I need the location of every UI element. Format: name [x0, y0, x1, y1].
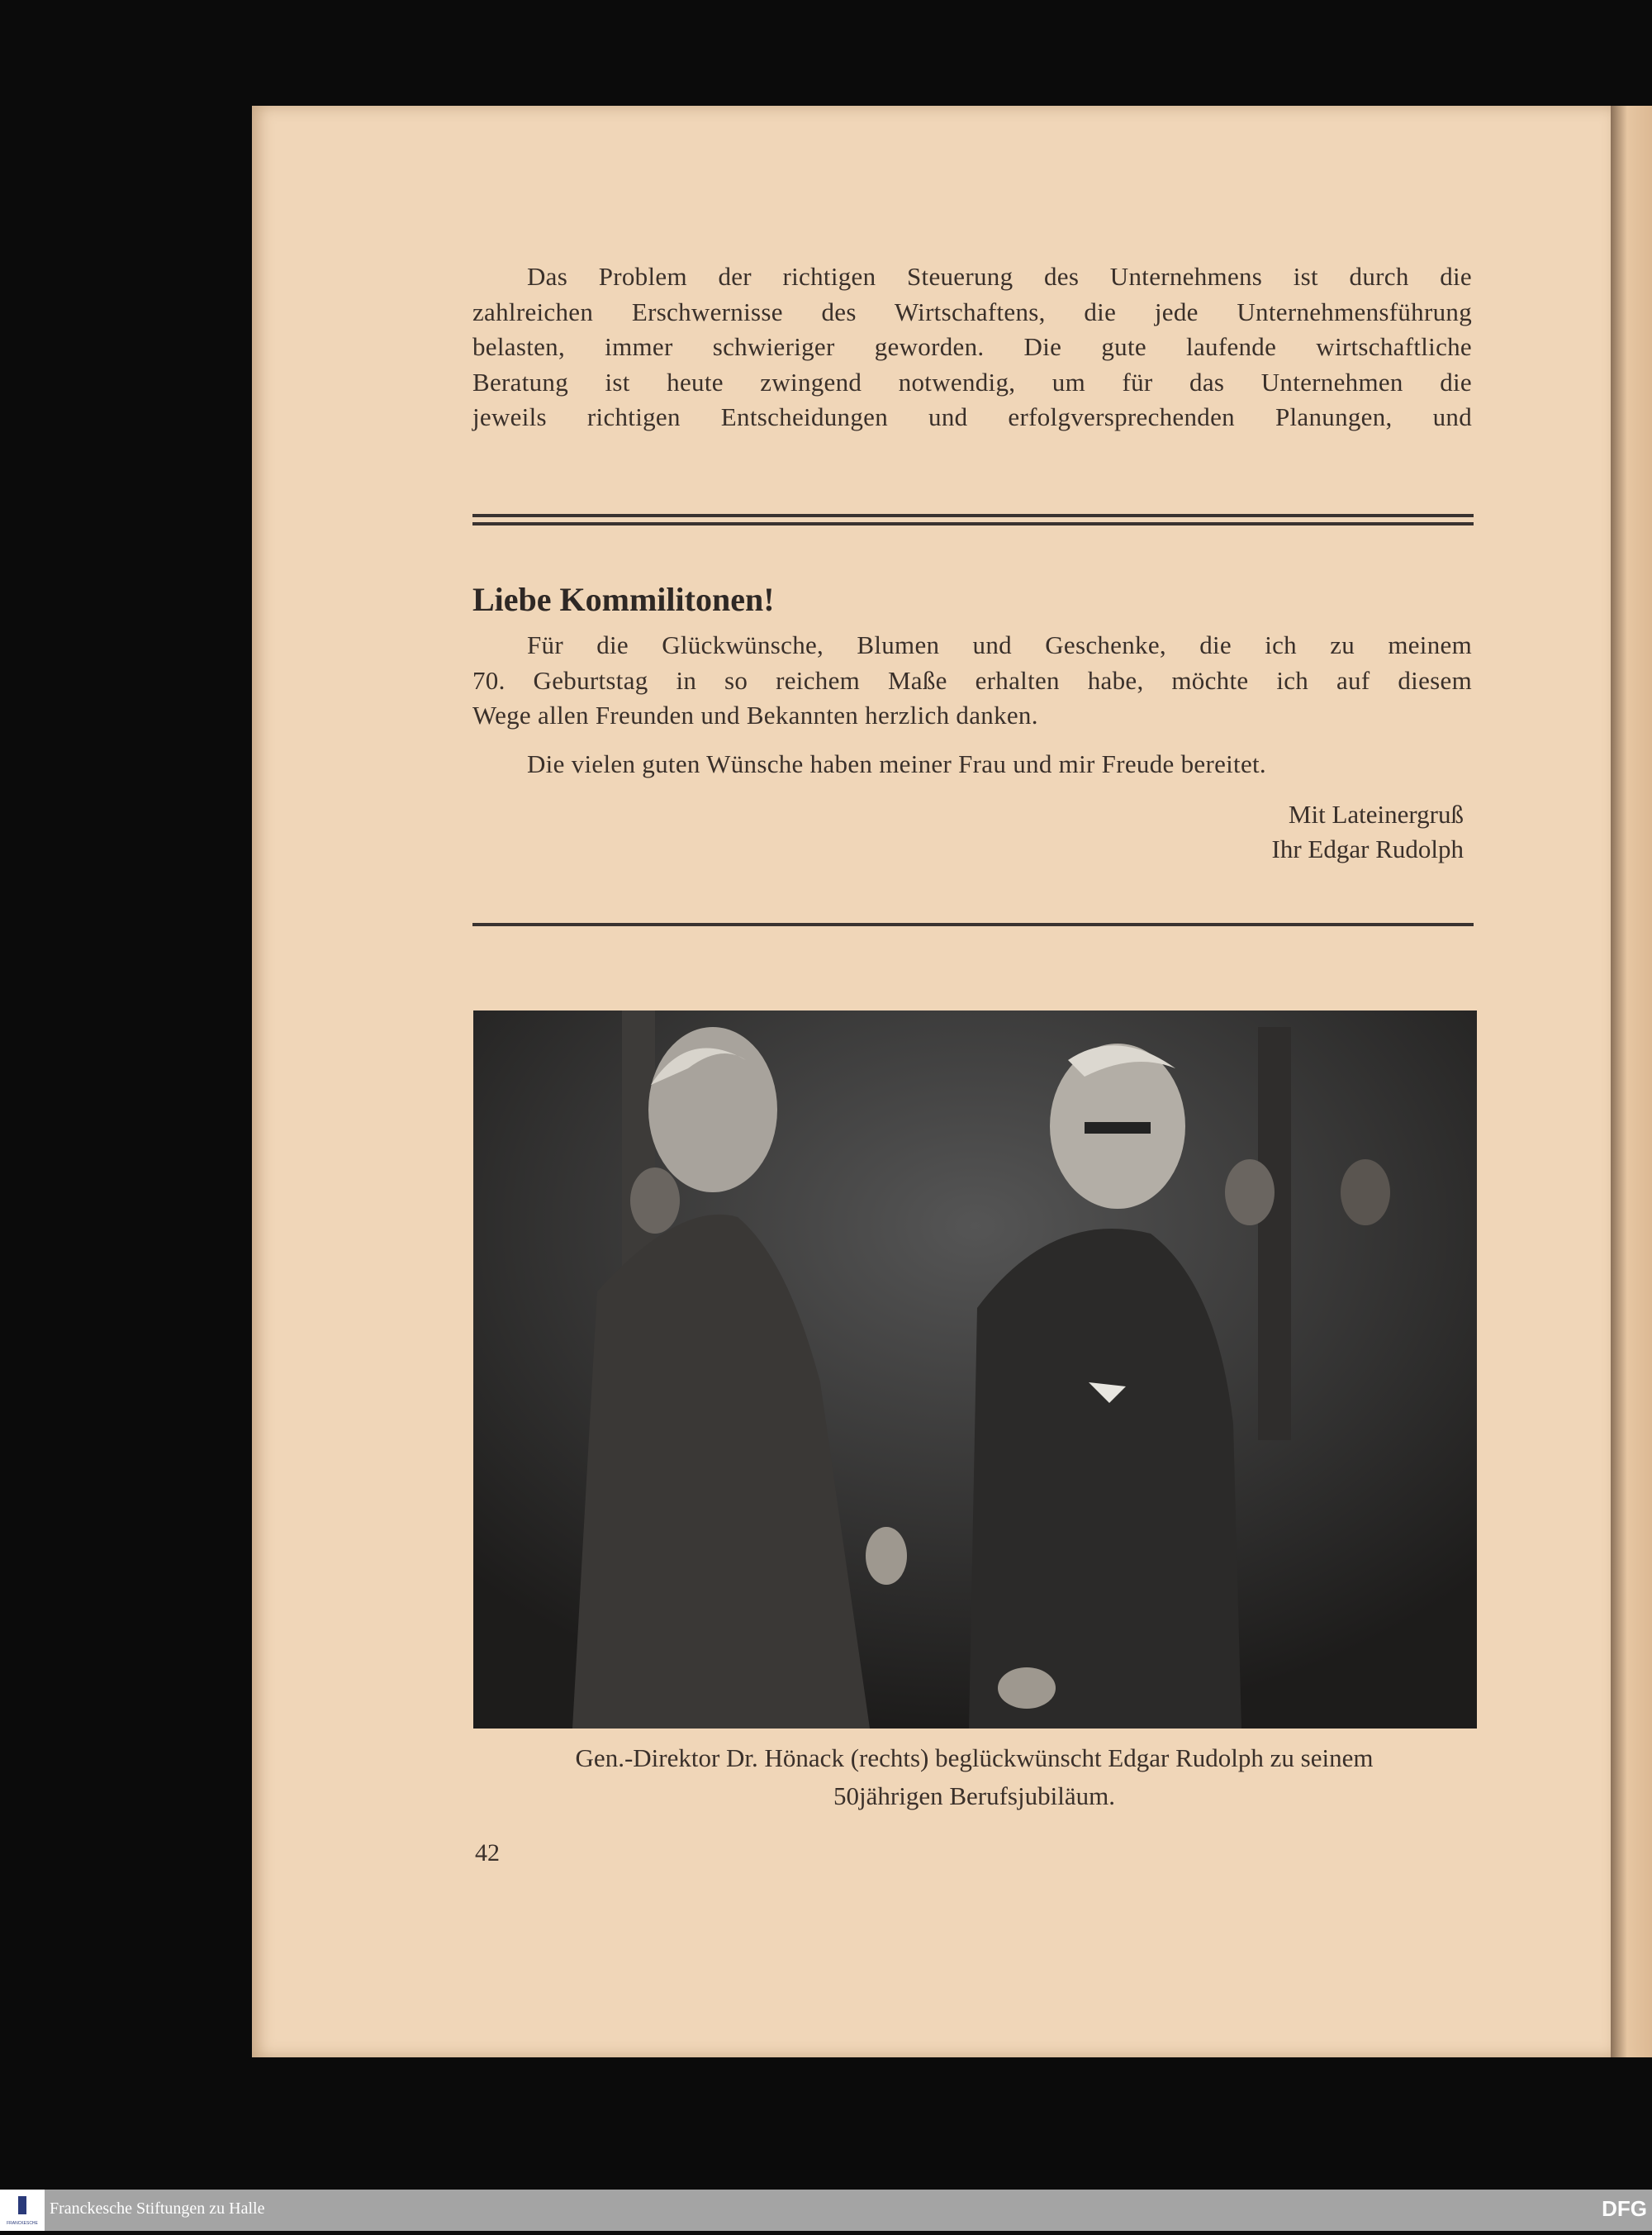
double-rule-bottom [472, 522, 1474, 525]
text-line: Für die Glückwünsche, Blumen und Geschenke, die ich zu meinem [527, 630, 1472, 659]
text-line: jeweils richtigen Entscheidungen und erfolgversprechenden Planungen, und [472, 402, 1472, 431]
single-rule [472, 923, 1474, 926]
letter-paragraph-2: Die vielen guten Wünsche haben meiner Frau und mir Freude bereitet. [527, 749, 1266, 778]
photo-caption-line-1: Gen.-Direktor Dr. Hönack (rechts) beglückwünscht Edgar Rudolph zu seinem [575, 1743, 1374, 1772]
article-paragraph [472, 259, 1472, 435]
text-line: 70. Geburtstag in so reichem Maße erhalten habe, möchte ich auf diesem [472, 665, 1472, 695]
footer-bar [0, 2190, 1652, 2231]
text-line: Beratung ist heute zwingend notwendig, um für das Unternehmen die [472, 367, 1472, 397]
text-line: Das Problem der richtigen Steuerung des Unternehmens ist durch die [527, 262, 1472, 291]
text-line: belasten, immer schwieriger geworden. Die gute laufende wirtschaftliche [472, 332, 1472, 361]
page-number: 42 [475, 1839, 500, 1866]
text-line: zahlreichen Erschwernisse des Wirtschaftens, die jede Unternehmensführung [472, 297, 1472, 326]
text-line: Wege allen Freunden und Bekannten herzlich danken. [472, 701, 1038, 730]
franckesche-stiftungen-logo[interactable] [0, 2190, 45, 2231]
letter-heading: Liebe Kommilitonen! [472, 581, 775, 618]
photo-two-men [473, 1011, 1477, 1729]
letter-closing: Mit Lateinergruß [1288, 800, 1464, 829]
letter-paragraph [472, 628, 1472, 734]
letter-signature: Ihr Edgar Rudolph [1271, 835, 1464, 863]
double-rule-top [472, 514, 1474, 517]
next-page-edge [1611, 106, 1652, 2057]
dfg-logo[interactable]: DFG [1602, 2196, 1647, 2221]
svg-text:FRANCKESCHE: FRANCKESCHE [7, 2221, 38, 2226]
institution-name[interactable]: Franckesche Stiftungen zu Halle [50, 2199, 265, 2218]
photo-caption-line-2: 50jährigen Berufsjubiläum. [833, 1781, 1115, 1810]
